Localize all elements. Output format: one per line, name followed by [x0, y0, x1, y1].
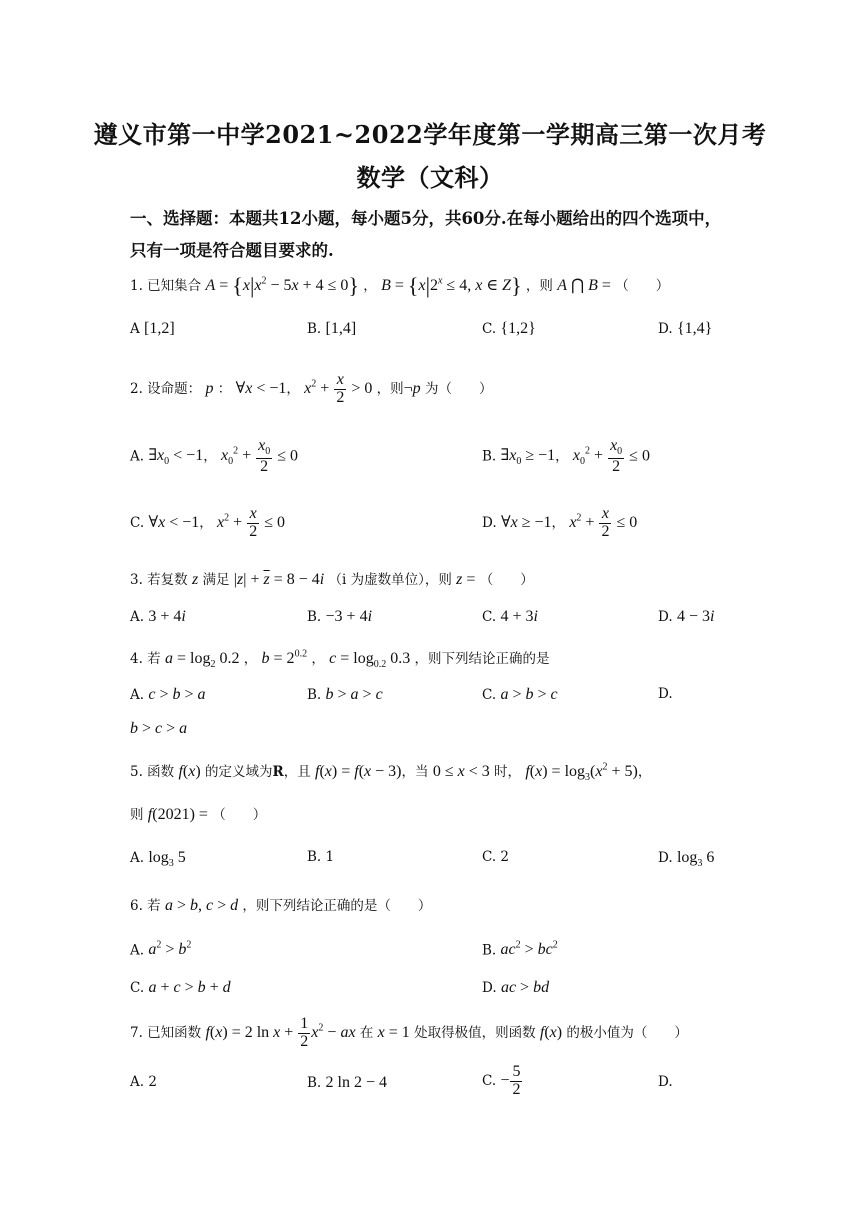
exam-subtitle: 数学（文科）	[356, 163, 504, 192]
question-4-option-d-value: b > c > a	[130, 720, 188, 737]
question-7-option-a[interactable]: A. 2	[130, 1074, 157, 1090]
question-6-option-c[interactable]: C. a + c > b + d	[130, 979, 231, 996]
question-4-stem: 4. 若 $a = \log_2 0.2$ ， $b = 2^{0.2}$ ， $c = \log_{0.2} 0.3$ ，则下列结论正确的是	[130, 648, 550, 671]
section-instructions-line2: 只有一项是符合题目要求的.	[130, 241, 334, 260]
question-4-option-c[interactable]: C. a > b > c	[482, 686, 558, 703]
question-7-option-b[interactable]: B. 2 ln 2 − 4	[307, 1074, 387, 1091]
question-5-stem-cont: 则 f(2021) = （ ）	[130, 806, 267, 823]
question-3-option-c[interactable]: C. 4 + 3i	[482, 608, 538, 625]
question-7-stem: 7. 已知函数 f(x) = 2 ln x + $\frac{1}{2}$ $x^2$ − ax 在 x = 1 处取得极值，则函数 f(x) 的极小值为（ ）	[130, 1015, 688, 1050]
question-2-stem: 2. 设命题： p ： ∀x < −1， $x^2$ + $\frac{x}{2}$ > 0 ，则¬p 为（ ）	[130, 371, 493, 406]
question-1-option-a[interactable]: A [1,2]	[130, 320, 175, 337]
question-2-option-d[interactable]: D. ∀x ≥ −1， $x^2$ + $\frac{x}{2}$ ≤ 0	[482, 505, 638, 540]
question-5-stem: 5. 函数 f(x) 的定义域为R，且 f(x) = f(x − 3)，当 0 ≤ x < 3 时， $f(x) = \log_3(x^2 + 5)$，	[130, 761, 652, 784]
question-6-option-a[interactable]: A. $a^2 > b^2$	[130, 940, 192, 959]
question-4-option-d[interactable]: D.	[658, 686, 673, 702]
question-4-option-b[interactable]: B. b > a > c	[307, 686, 383, 703]
question-5-option-c[interactable]: C. 2	[482, 849, 510, 865]
question-1-stem: 1. 已知集合 $A = \{x|x^2 - 5x + 4 \le 0\}$ ， $B = \{x|2^x \le 4$, x ∈ Z} ，则 A ⋂ B = （ ）	[130, 273, 670, 298]
question-2-option-b[interactable]: B. $\exists x_0 \ge -1$， $x_0^2$ + $\frac{x_0}{2}$ ≤ 0	[482, 437, 650, 475]
question-4-option-a[interactable]: A. c > b > a	[130, 686, 206, 703]
question-3-option-d[interactable]: D. 4 − 3i	[658, 608, 715, 625]
question-7-option-d[interactable]: D.	[658, 1074, 673, 1090]
exam-title: 遵义市第一中学2021~2022学年度第一学期高三第一次月考	[93, 120, 767, 149]
question-1-option-c[interactable]: C. {1,2}	[482, 320, 536, 337]
section-instructions-line1: 一、选择题：本题共12小题，每小题5分，共60分.在每小题给出的四个选项中，	[130, 209, 722, 228]
question-5-option-d[interactable]: D. $\log_3 6$	[658, 849, 715, 870]
question-2-option-a[interactable]: A. $\exists x_0 < -1$， $x_0^2$ + $\frac{x_0}{2}$ ≤ 0	[130, 437, 299, 475]
question-3-stem: 3. 若复数 z 满足 $|z| + \overline{z} = 8 - 4i$ （i 为虚数单位），则 z = （ ）	[130, 571, 534, 588]
question-7-option-c[interactable]: C. − $\frac{5}{2}$	[482, 1063, 521, 1098]
question-2-option-c[interactable]: C. ∀x < −1， $x^2$ + $\frac{x}{2}$ ≤ 0	[130, 505, 285, 540]
question-6-option-d[interactable]: D. ac > bd	[482, 979, 550, 996]
question-6-stem: 6. 若 a > b, c > d ，则下列结论正确的是（ ）	[130, 897, 432, 914]
question-1-option-d[interactable]: D. {1,4}	[658, 320, 713, 337]
question-5-option-a[interactable]: A. $\log_3 5$	[130, 849, 186, 870]
question-5-option-b[interactable]: B. 1	[307, 849, 335, 865]
question-3-option-a[interactable]: A. 3 + 4i	[130, 608, 186, 625]
question-6-option-b[interactable]: B. $ac^2 > bc^2$	[482, 940, 558, 959]
question-1-option-b[interactable]: B. [1,4]	[307, 320, 357, 337]
question-3-option-b[interactable]: B. −3 + 4i	[307, 608, 373, 625]
